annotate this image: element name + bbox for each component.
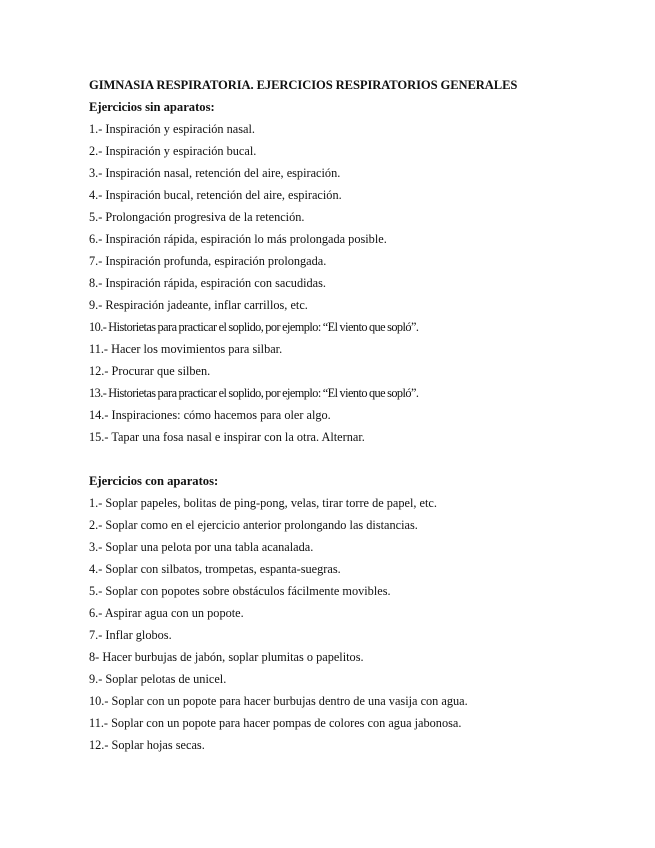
- list-item: 8- Hacer burbujas de jabón, soplar plumitas o papelitos.: [89, 650, 364, 664]
- list-item: 6.- Aspirar agua con un popote.: [89, 606, 244, 620]
- document-body: [89, 74, 629, 756]
- list-item: 3.- Inspiración nasal, retención del aire, espiración.: [89, 166, 341, 180]
- list-item: 10.- Historietas para practicar el soplido, por ejemplo: “El viento que sopló”.: [89, 320, 419, 334]
- list-item: 5.- Prolongación progresiva de la retención.: [89, 210, 305, 224]
- list-item: 12.- Soplar hojas secas.: [89, 738, 205, 752]
- list-item: 5.- Soplar con popotes sobre obstáculos fácilmente movibles.: [89, 584, 391, 598]
- list-item: 2.- Inspiración y espiración bucal.: [89, 144, 257, 158]
- list-item: 11.- Hacer los movimientos para silbar.: [89, 342, 283, 356]
- list-item: 11.- Soplar con un popote para hacer pompas de colores con agua jabonosa.: [89, 716, 462, 730]
- list-item: 13.- Historietas para practicar el soplido, por ejemplo: “El viento que sopló”.: [89, 386, 419, 400]
- list-item: 1.- Soplar papeles, bolitas de ping-pong, velas, tirar torre de papel, etc.: [89, 496, 437, 510]
- list-item: 7.- Inflar globos.: [89, 628, 172, 642]
- list-item: 4.- Inspiración bucal, retención del aire, espiración.: [89, 188, 342, 202]
- list-item: 14.- Inspiraciones: cómo hacemos para oler algo.: [89, 408, 331, 422]
- document-title: GIMNASIA RESPIRATORIA. EJERCICIOS RESPIRATORIOS GENERALES: [89, 78, 518, 92]
- list-item: 9.- Soplar pelotas de unicel.: [89, 672, 227, 686]
- list-item: 10.- Soplar con un popote para hacer burbujas dentro de una vasija con agua.: [89, 694, 468, 708]
- list-item: 2.- Soplar como en el ejercicio anterior prolongando las distancias.: [89, 518, 418, 532]
- list-item: 3.- Soplar una pelota por una tabla acanalada.: [89, 540, 314, 554]
- list-item: 4.- Soplar con silbatos, trompetas, espanta-suegras.: [89, 562, 341, 576]
- list-item: 7.- Inspiración profunda, espiración prolongada.: [89, 254, 327, 268]
- list-item: 12.- Procurar que silben.: [89, 364, 211, 378]
- list-item: 8.- Inspiración rápida, espiración con sacudidas.: [89, 276, 326, 290]
- section-heading-with-equipment: Ejercicios con aparatos:: [89, 474, 219, 488]
- list-item: 1.- Inspiración y espiración nasal.: [89, 122, 255, 136]
- list-item: 6.- Inspiración rápida, espiración lo más prolongada posible.: [89, 232, 387, 246]
- exercise-list-with-equipment: [89, 492, 629, 756]
- section-heading-without-equipment: Ejercicios sin aparatos:: [89, 100, 215, 114]
- list-item: 9.- Respiración jadeante, inflar carrillos, etc.: [89, 298, 308, 312]
- exercise-list-without-equipment: [89, 118, 629, 448]
- section-spacer: [89, 448, 629, 470]
- list-item: 15.- Tapar una fosa nasal e inspirar con la otra. Alternar.: [89, 430, 365, 444]
